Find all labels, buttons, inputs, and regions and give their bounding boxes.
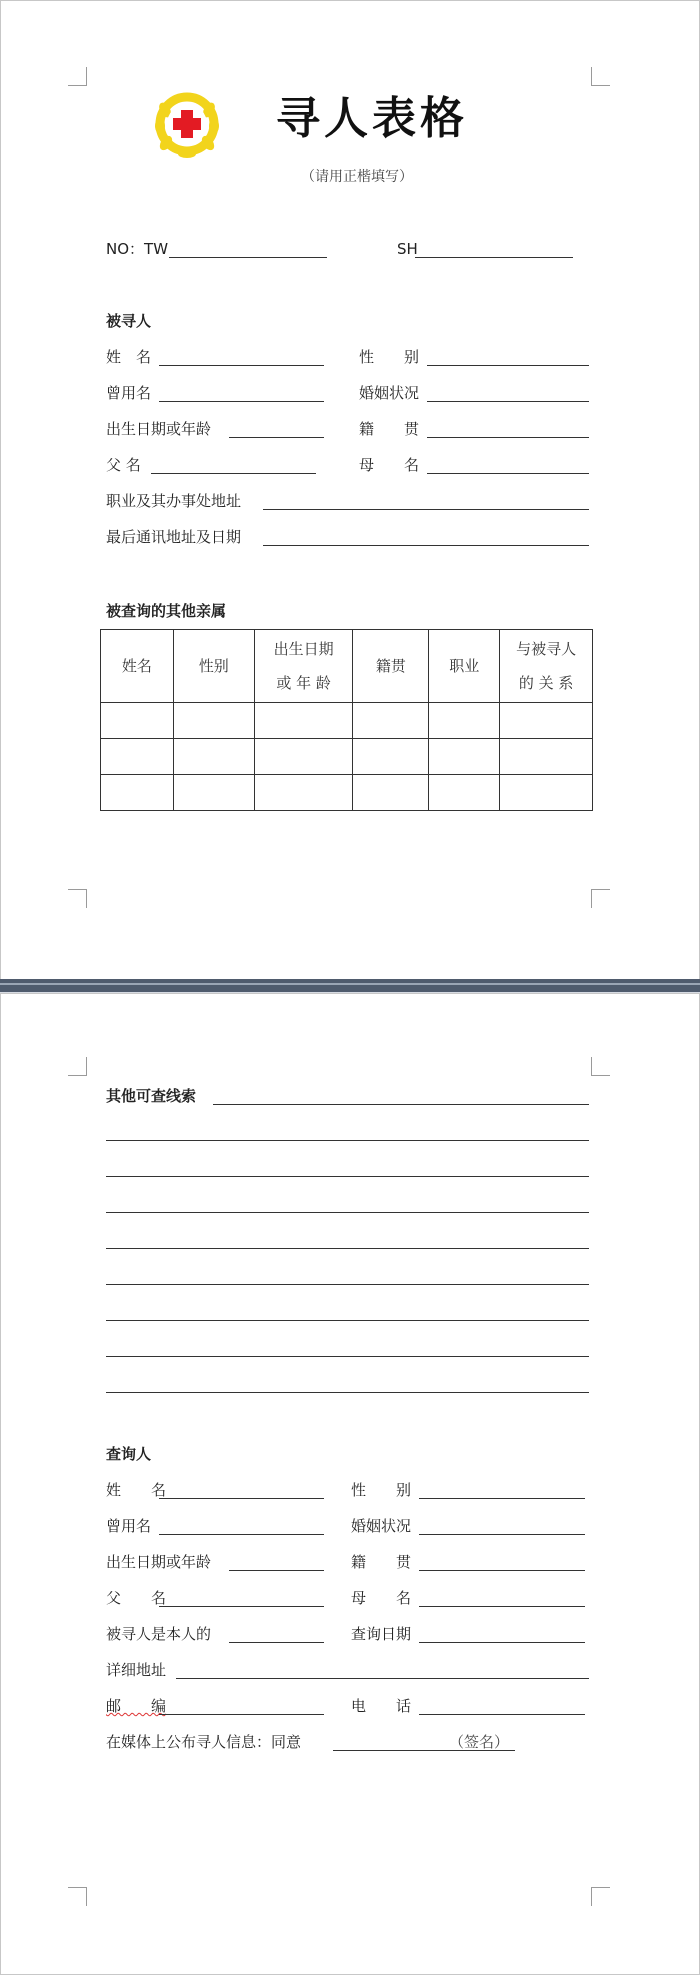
margin-corner-mark (591, 1057, 610, 1076)
inquirer-address-label: 详细地址 (106, 1661, 167, 1679)
sh-label: SH (397, 240, 418, 258)
inquirer-name-label: 姓 名 (106, 1481, 167, 1499)
inquirer-former-name-label: 曾用名 (106, 1517, 152, 1535)
table-cell[interactable] (254, 775, 353, 811)
sought-last-address-label: 最后通讯地址及日期 (106, 528, 242, 546)
table-cell[interactable] (101, 775, 174, 811)
table-cell[interactable] (101, 739, 174, 775)
sought-marital-field[interactable] (427, 401, 589, 402)
inquirer-former-name-field[interactable] (159, 1534, 324, 1535)
table-cell[interactable] (353, 703, 429, 739)
inquirer-relation-label: 被寻人是本人的 (106, 1625, 212, 1643)
sought-father-label: 父 名 (106, 456, 141, 474)
inquirer-gender-field[interactable] (419, 1498, 585, 1499)
inquirer-native-field[interactable] (419, 1570, 585, 1571)
sought-father-field[interactable] (151, 473, 316, 474)
sought-gender-label: 性 别 (359, 348, 420, 366)
page-1 (0, 0, 700, 980)
sought-mother-field[interactable] (427, 473, 589, 474)
table-row (101, 703, 593, 739)
table-cell[interactable] (353, 775, 429, 811)
page-separator (0, 979, 700, 992)
relatives-section-heading: 被查询的其他亲属 (106, 602, 227, 620)
column-header (353, 630, 429, 703)
column-header (101, 630, 174, 703)
table-cell[interactable] (173, 703, 254, 739)
inquirer-father-label: 父 名 (106, 1589, 167, 1607)
publish-consent-label: 在媒体上公布寻人信息：同意 (106, 1733, 302, 1751)
table-cell[interactable] (429, 775, 500, 811)
phone-field[interactable] (419, 1714, 585, 1715)
clues-line[interactable] (106, 1284, 589, 1285)
sought-mother-label: 母 名 (359, 456, 420, 474)
column-header-label: 姓名 (121, 657, 152, 675)
column-header-label: 职业 (449, 657, 480, 675)
page-2 (0, 993, 700, 1975)
postcode-field[interactable] (159, 1714, 324, 1715)
clues-line[interactable] (213, 1104, 589, 1105)
postcode-label (106, 1696, 166, 1716)
table-cell[interactable] (173, 739, 254, 775)
form-subtitle: （请用正楷填写） (301, 169, 413, 185)
inquirer-native-text: 籍 贯 (351, 1553, 412, 1571)
margin-corner-mark (68, 1057, 87, 1076)
inquirer-section-heading: 查询人 (106, 1445, 152, 1463)
query-date-label: 查询日期 (351, 1625, 412, 1643)
table-cell[interactable] (173, 775, 254, 811)
margin-corner-mark (68, 1887, 87, 1906)
clues-line[interactable] (106, 1176, 589, 1177)
table-row (101, 775, 593, 811)
inquirer-mother-field[interactable] (419, 1606, 585, 1607)
table-cell[interactable] (429, 703, 500, 739)
table-cell[interactable] (101, 703, 174, 739)
inquirer-relation-field[interactable] (229, 1642, 324, 1643)
table-row (101, 739, 593, 775)
column-header-label: 籍贯 (375, 657, 406, 675)
sought-former-name-field[interactable] (159, 401, 324, 402)
inquirer-marital-label: 婚姻状况 (351, 1517, 412, 1535)
inquirer-father-field[interactable] (159, 1606, 324, 1607)
phone-label: 电 话 (351, 1697, 412, 1715)
sought-native-field[interactable] (427, 437, 589, 438)
sought-section-heading: 被寻人 (106, 312, 152, 330)
column-header-label: 性别 (198, 657, 229, 675)
column-header (254, 630, 353, 703)
column-header (429, 630, 500, 703)
sought-occupation-field[interactable] (263, 509, 589, 510)
inquirer-mother-label: 母 名 (351, 1589, 412, 1607)
relatives-table (100, 629, 593, 811)
sought-gender-field[interactable] (427, 365, 589, 366)
red-cross-logo (151, 88, 223, 160)
inquirer-name-field[interactable] (159, 1498, 324, 1499)
table-cell[interactable] (353, 739, 429, 775)
column-header-label: 与被寻人 的 关 系 (516, 640, 577, 692)
margin-corner-mark (591, 889, 610, 908)
sought-birth-field[interactable] (229, 437, 324, 438)
no-field[interactable] (169, 257, 327, 258)
postcode-text: 邮 编 (106, 1697, 167, 1715)
table-cell[interactable] (500, 739, 593, 775)
sought-name-field[interactable] (159, 365, 324, 366)
inquirer-birth-field[interactable] (229, 1570, 324, 1571)
table-cell[interactable] (254, 739, 353, 775)
inquirer-address-field[interactable] (176, 1678, 589, 1679)
form-title: 寻人表格 (276, 93, 468, 144)
inquirer-native-label (351, 1552, 411, 1572)
relatives-table-header (101, 630, 593, 703)
column-header (500, 630, 593, 703)
clues-line[interactable] (106, 1140, 589, 1141)
clues-line[interactable] (106, 1212, 589, 1213)
clues-line[interactable] (106, 1248, 589, 1249)
table-cell[interactable] (500, 775, 593, 811)
sought-former-name-label: 曾用名 (106, 384, 152, 402)
table-cell[interactable] (254, 703, 353, 739)
inquirer-marital-field[interactable] (419, 1534, 585, 1535)
clues-line[interactable] (106, 1320, 589, 1321)
sought-native-label (359, 419, 419, 439)
signature-hint: （签名） (449, 1733, 510, 1751)
margin-corner-mark (68, 67, 87, 86)
clues-line[interactable] (106, 1356, 589, 1357)
sought-occupation-label: 职业及其办事处地址 (106, 492, 242, 510)
inquirer-gender-label: 性 别 (351, 1481, 412, 1499)
clues-line[interactable] (106, 1392, 589, 1393)
sought-last-address-field[interactable] (263, 545, 589, 546)
margin-corner-mark (591, 67, 610, 86)
column-header (173, 630, 254, 703)
table-cell[interactable] (429, 739, 500, 775)
inquirer-birth-label: 出生日期或年龄 (106, 1553, 212, 1571)
sh-field[interactable] (415, 257, 573, 258)
sought-native-text: 籍 贯 (359, 420, 420, 438)
clues-label: 其他可查线索 (106, 1087, 197, 1105)
no-label: NO：TW (106, 240, 169, 258)
sought-birth-label: 出生日期或年龄 (106, 420, 212, 438)
table-cell[interactable] (500, 703, 593, 739)
sought-name-label: 姓 名 (106, 348, 152, 366)
query-date-field[interactable] (419, 1642, 585, 1643)
margin-corner-mark (591, 1887, 610, 1906)
sought-marital-label: 婚姻状况 (359, 384, 420, 402)
column-header-label: 出生日期 或 年 龄 (273, 640, 334, 692)
margin-corner-mark (68, 889, 87, 908)
